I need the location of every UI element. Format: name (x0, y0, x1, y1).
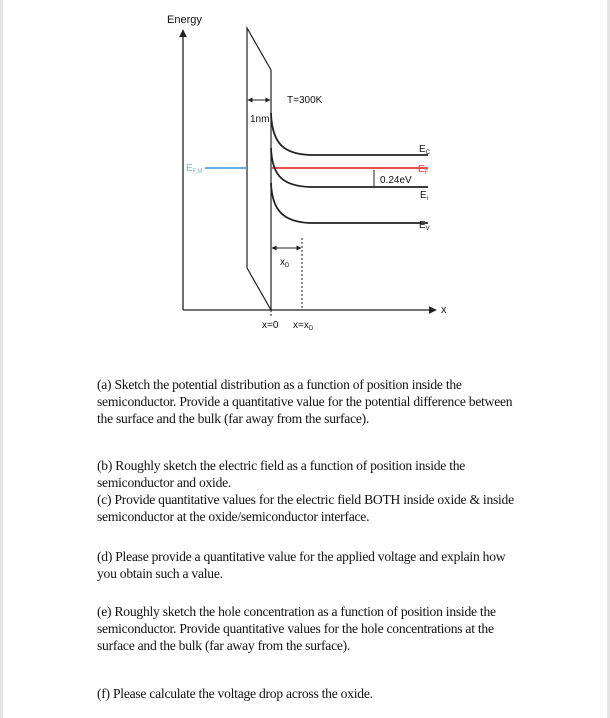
valence-band-label: $E_V$ (419, 220, 430, 232)
energy-axis-label: Energy (167, 14, 202, 26)
temperature-label: T=300K (287, 95, 323, 106)
energy-gap-label: 0.24eV (380, 175, 412, 186)
depletion-edge-label: $x=x_D$ (293, 320, 314, 332)
question-c: (c) Provide quantitative values for the electric field BOTH inside oxide & inside semiconductor at the oxide/semiconductor interface. (97, 492, 514, 524)
interface-position-label: x=0 (262, 320, 279, 331)
depletion-width-label: $x_D$ (280, 257, 290, 269)
question-d: (d) Please provide a quantitative value for the applied voltage and explain how you obtain such a value. (97, 549, 506, 581)
conduction-band-label: $E_C$ (419, 144, 431, 156)
question-a: (a) Sketch the potential distribution as a function of position inside the semiconductor. Provide a quantitative value for the potential difference between the surface and the bulk (far away from the surface). (97, 377, 513, 426)
oxide-layer (247, 28, 271, 310)
metal-fermi-label: $E_{F,M}$ (186, 163, 203, 175)
oxide-thickness-label: 1nm (250, 114, 270, 125)
valence-band (271, 183, 428, 223)
intrinsic-level-label: $E_i$ (420, 190, 429, 202)
question-f: (f) Please calculate the voltage drop across the oxide. (97, 686, 373, 701)
conduction-band (271, 113, 428, 155)
fermi-level-label: $E_F$ (418, 164, 429, 176)
question-b: (b) Roughly sketch the electric field as a function of position inside the semiconductor and oxide. (97, 458, 466, 490)
x-axis-label: x (441, 304, 447, 316)
question-e: (e) Roughly sketch the hole concentration as a function of position inside the semiconductor. Provide quantitative values for the hole concentrations at the surface and the bulk (far away from the surface). (97, 604, 496, 653)
